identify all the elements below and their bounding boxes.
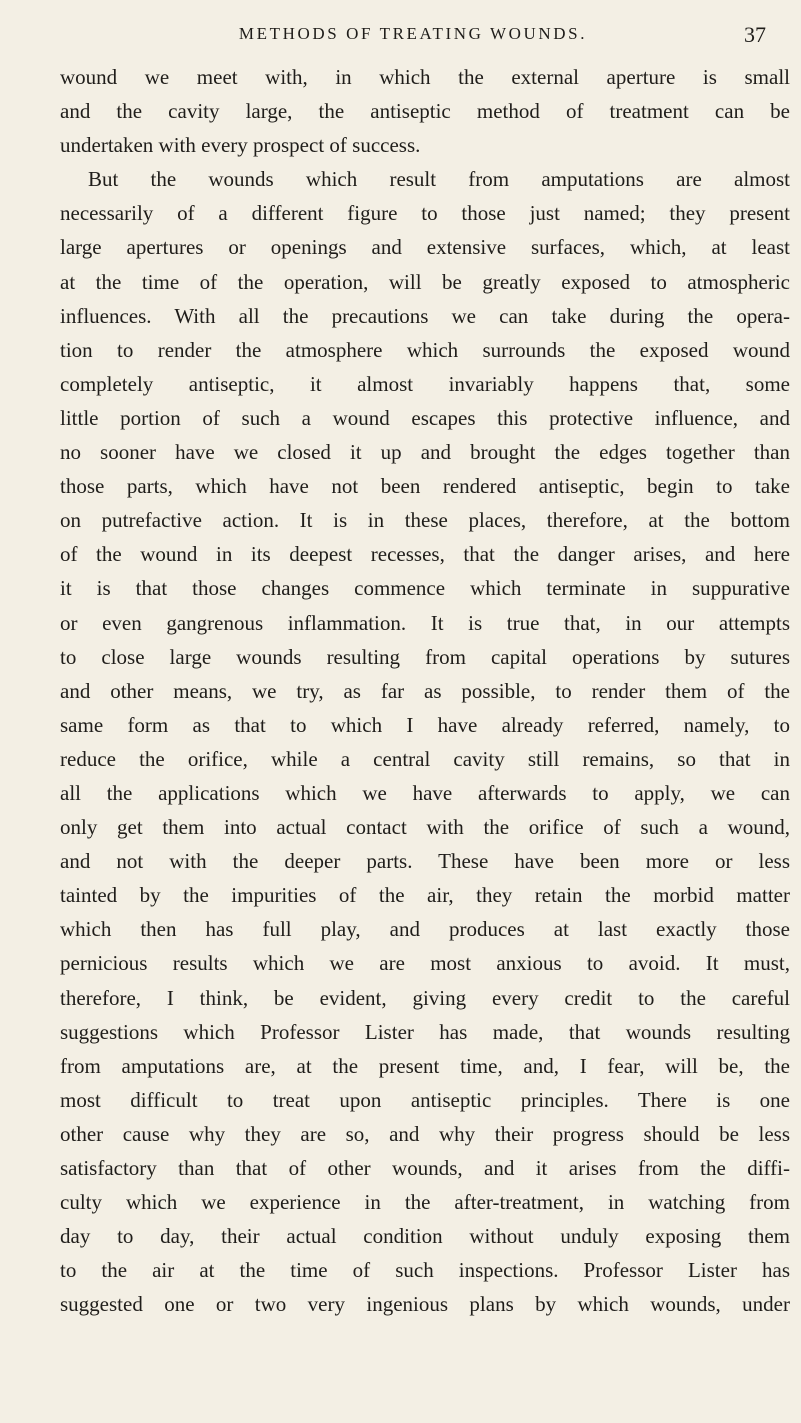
text-line: and the cavity large, the antiseptic method of treatment can be bbox=[60, 99, 790, 124]
text-line: of the wound in its deepest recesses, that the danger arises, and here bbox=[60, 542, 790, 567]
text-line: satisfactory than that of other wounds, and it arises from the diffi- bbox=[60, 1156, 790, 1180]
text-line: necessarily of a different figure to those just named; they present bbox=[60, 201, 790, 226]
text-line: on putrefactive action. It is in these places, therefore, at the bottom bbox=[60, 508, 790, 533]
text-line: wound we meet with, in which the external aperture is small bbox=[60, 65, 790, 89]
page-header bbox=[60, 22, 766, 48]
text-line: those parts, which have not been rendered antiseptic, begin to take bbox=[60, 474, 790, 499]
text-line: other cause why they are so, and why their progress should be less bbox=[60, 1121, 790, 1146]
running-head: METHODS OF TREATING WOUNDS. bbox=[238, 24, 588, 43]
text-line: it is that those changes commence which terminate in suppurative bbox=[60, 576, 790, 601]
text-line: completely antiseptic, it almost invariably happens that, some bbox=[60, 371, 790, 396]
text-line: to the air at the time of such inspections. Professor Lister has bbox=[60, 1258, 790, 1283]
text-line: at the time of the operation, will be greatly exposed to atmospheric bbox=[60, 269, 790, 294]
text-line: culty which we experience in the after-treatment, in watching from bbox=[60, 1190, 790, 1215]
text-line: and not with the deeper parts. These have been more or less bbox=[60, 849, 790, 874]
text-line: undertaken with every prospect of success. bbox=[60, 133, 421, 158]
page-number: 37 bbox=[744, 22, 766, 47]
text-line: all the applications which we have afterwards to apply, we can bbox=[60, 780, 790, 805]
paragraph-first-line: But the wounds which result from amputations are almost bbox=[88, 167, 790, 192]
text-line: tion to render the atmosphere which surrounds the exposed wound bbox=[60, 337, 790, 362]
text-line: large apertures or openings and extensive surfaces, which, at least bbox=[60, 235, 790, 260]
text-line: most difficult to treat upon antiseptic principles. There is one bbox=[60, 1087, 790, 1112]
text-line: no sooner have we closed it up and brought the edges together than bbox=[60, 440, 790, 465]
text-line: influences. With all the precautions we can take during the opera- bbox=[60, 303, 790, 328]
text-line: which then has full play, and produces at last exactly those bbox=[60, 917, 790, 942]
text-line: only get them into actual contact with the orifice of such a wound, bbox=[60, 815, 790, 840]
text-line: little portion of such a wound escapes this protective influence, and bbox=[60, 405, 790, 430]
text-line: from amputations are, at the present time, and, I fear, will be, the bbox=[60, 1053, 790, 1078]
text-line: to close large wounds resulting from capital operations by sutures bbox=[60, 644, 790, 669]
text-line: suggestions which Professor Lister has made, that wounds resulting bbox=[60, 1019, 790, 1044]
text-line: reduce the orifice, while a central cavity still remains, so that in bbox=[60, 746, 790, 771]
text-line: tainted by the impurities of the air, they retain the morbid matter bbox=[60, 883, 790, 908]
text-line: pernicious results which we are most anxious to avoid. It must, bbox=[60, 951, 790, 976]
text-line: or even gangrenous inflammation. It is true that, in our attempts bbox=[60, 610, 790, 635]
text-line: therefore, I think, be evident, giving every credit to the careful bbox=[60, 985, 790, 1010]
text-line: same form as that to which I have already referred, namely, to bbox=[60, 712, 790, 737]
body-text bbox=[60, 60, 790, 1321]
text-line: day to day, their actual condition without unduly exposing them bbox=[60, 1224, 790, 1249]
text-line: suggested one or two very ingenious plans by which wounds, under bbox=[60, 1292, 790, 1317]
text-line: and other means, we try, as far as possible, to render them of the bbox=[60, 678, 790, 703]
